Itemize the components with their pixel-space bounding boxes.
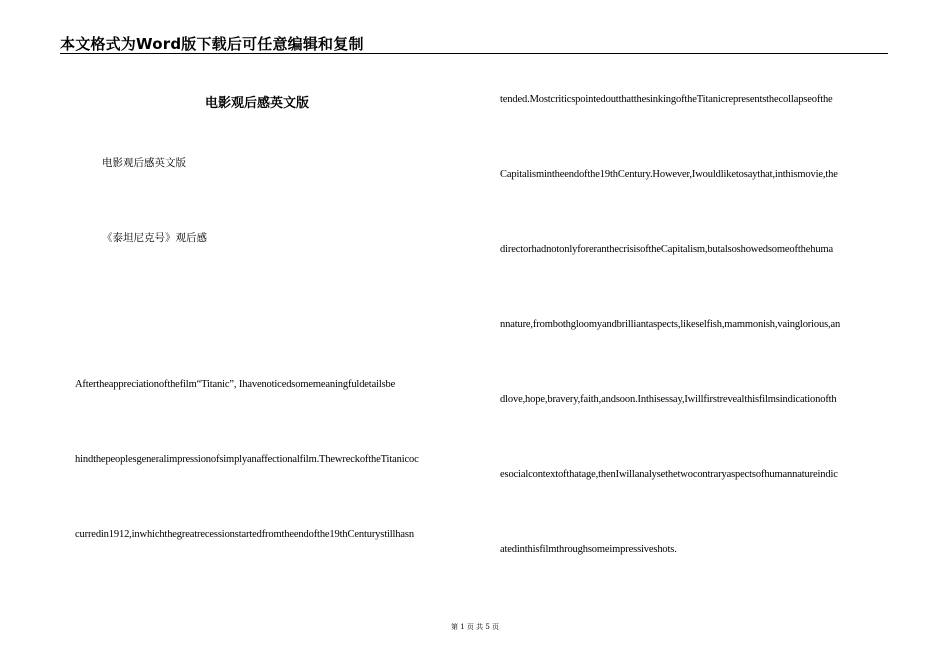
body-text-line: directorhadnotonlyforeranthecrisisoftheCapitalism,butalsoshowedsomeofthehuma xyxy=(500,244,833,255)
body-text-line: hindthepeoplesgeneralimpressionofsimplyanaffectionalfilm.ThewreckoftheTitanicoc xyxy=(75,454,419,465)
body-text-line: dlove,hope,bravery,faith,andsoon.Inthisessay,Iwillfirstrevealthisfilmsindicationofth xyxy=(500,394,837,405)
subtitle-line: 《泰坦尼克号》观后感 xyxy=(102,232,207,244)
body-text-line: tended.MostcriticspointedoutthatthesinkingoftheTitanicrepresentsthecollapseofthe xyxy=(500,94,833,105)
body-text-line: Capitalismintheendofthe19thCentury.However,Iwouldliketosaythat,inthismovie,the xyxy=(500,169,838,180)
document-title: 电影观后感英文版 xyxy=(205,96,310,111)
body-text-line: Aftertheappreciationofthefilm“Titanic”, Ihavenoticedsomemeaningfuldetailsbe xyxy=(75,379,396,390)
header-divider xyxy=(60,53,888,54)
body-text-line: atedinthisfilmthroughsomeimpressiveshots. xyxy=(500,544,677,555)
body-text-line: esocialcontextofthatage,thenIwillanalysethetwocontraryaspectsofhumannatureindic xyxy=(500,469,838,480)
body-text-line: nnature,frombothgloomyandbrilliantaspects,likeselfish,mammonish,vainglorious,an xyxy=(500,319,841,330)
subtitle-line: 电影观后感英文版 xyxy=(102,157,186,169)
page-number-footer: 第 1 页 共 5 页 xyxy=(450,623,500,631)
header-title: 本文格式为Word版下载后可任意编辑和复制 xyxy=(60,35,364,53)
body-text-line: curredin1912,inwhichthegreatrecessionstartedfromtheendofthe19thCenturystillhasn xyxy=(75,529,414,540)
